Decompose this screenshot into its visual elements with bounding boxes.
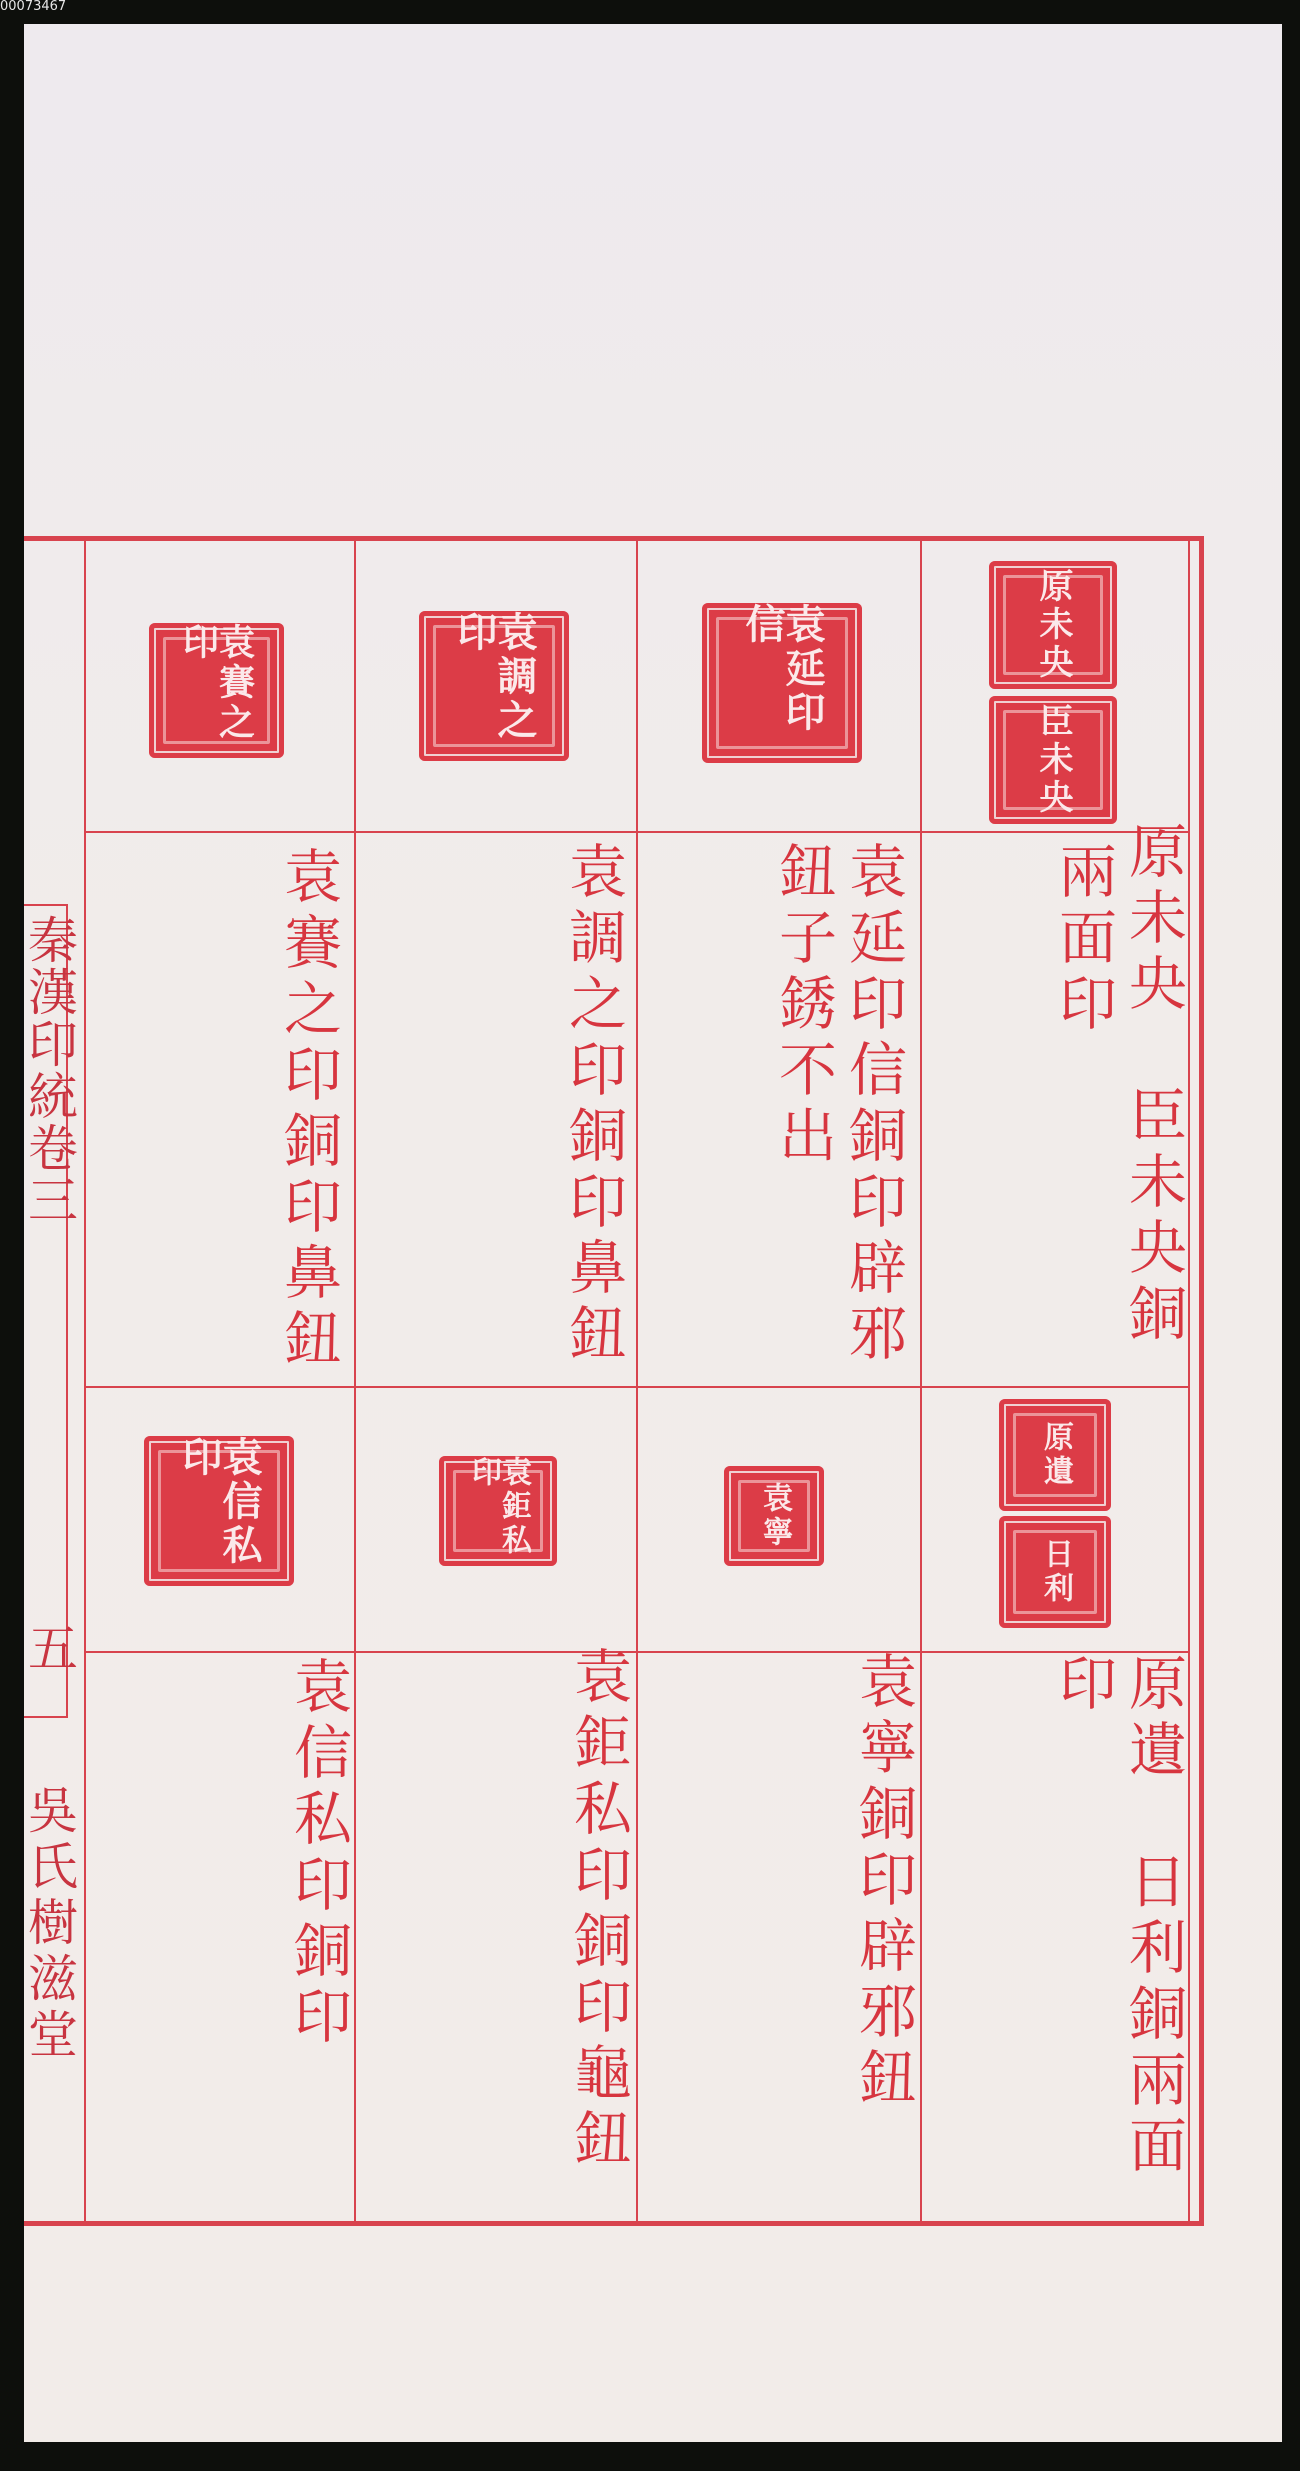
seal-impression: 原未央 [989,561,1117,689]
frame-border-right [1199,541,1204,2221]
catalog-id: 00073467 [0,0,67,14]
seal-caption: 袁賽之印銅印鼻鈕 [274,846,342,1374]
seal-caption: 原未央 臣未央銅 [1119,821,1187,1349]
seal-caption: 袁調之印銅印鼻鈕 [559,841,627,1369]
seal-caption: 原遺 日利銅兩面 [1119,1653,1187,2181]
frame-border-inner [1188,541,1190,2221]
seal-caption: 袁延印信銅印辟邪 [839,841,907,1369]
row-divider [86,1651,1188,1653]
column-divider [354,541,356,2221]
seal-impression: 袁寧 [724,1466,824,1566]
page-number: 五 [20,1622,78,1672]
seal-impression: 原遺 [999,1399,1111,1511]
seal-table [20,536,1204,2226]
seal-caption: 袁信私印銅印 [284,1656,352,2052]
seal-impression: 袁調之印 [419,611,569,761]
row-divider [86,1386,1188,1388]
publisher-mark: 吳氏樹滋堂 [20,1784,78,2064]
book-title: 秦漢印統卷三 [20,914,78,1226]
seal-impression: 袁鉅私印 [439,1456,557,1566]
column-divider [636,541,638,2221]
seal-impression: 日利 [999,1516,1111,1628]
seal-caption: 印 [1049,1653,1117,1719]
seal-caption: 袁鉅私印銅印龜鈕 [564,1646,632,2174]
seal-impression: 臣未央 [989,696,1117,824]
seal-caption: 鈕子銹不出 [769,841,837,1171]
seal-caption: 袁寧銅印辟邪鈕 [849,1651,917,2113]
column-divider [920,541,922,2221]
column-divider [84,541,86,2221]
book-page [20,24,1282,2442]
seal-impression: 袁賽之印 [149,623,284,758]
seal-impression: 袁信私印 [144,1436,294,1586]
seal-caption: 兩面印 [1049,841,1117,1039]
seal-impression: 袁延印信 [702,603,862,763]
row-divider [86,831,1188,833]
